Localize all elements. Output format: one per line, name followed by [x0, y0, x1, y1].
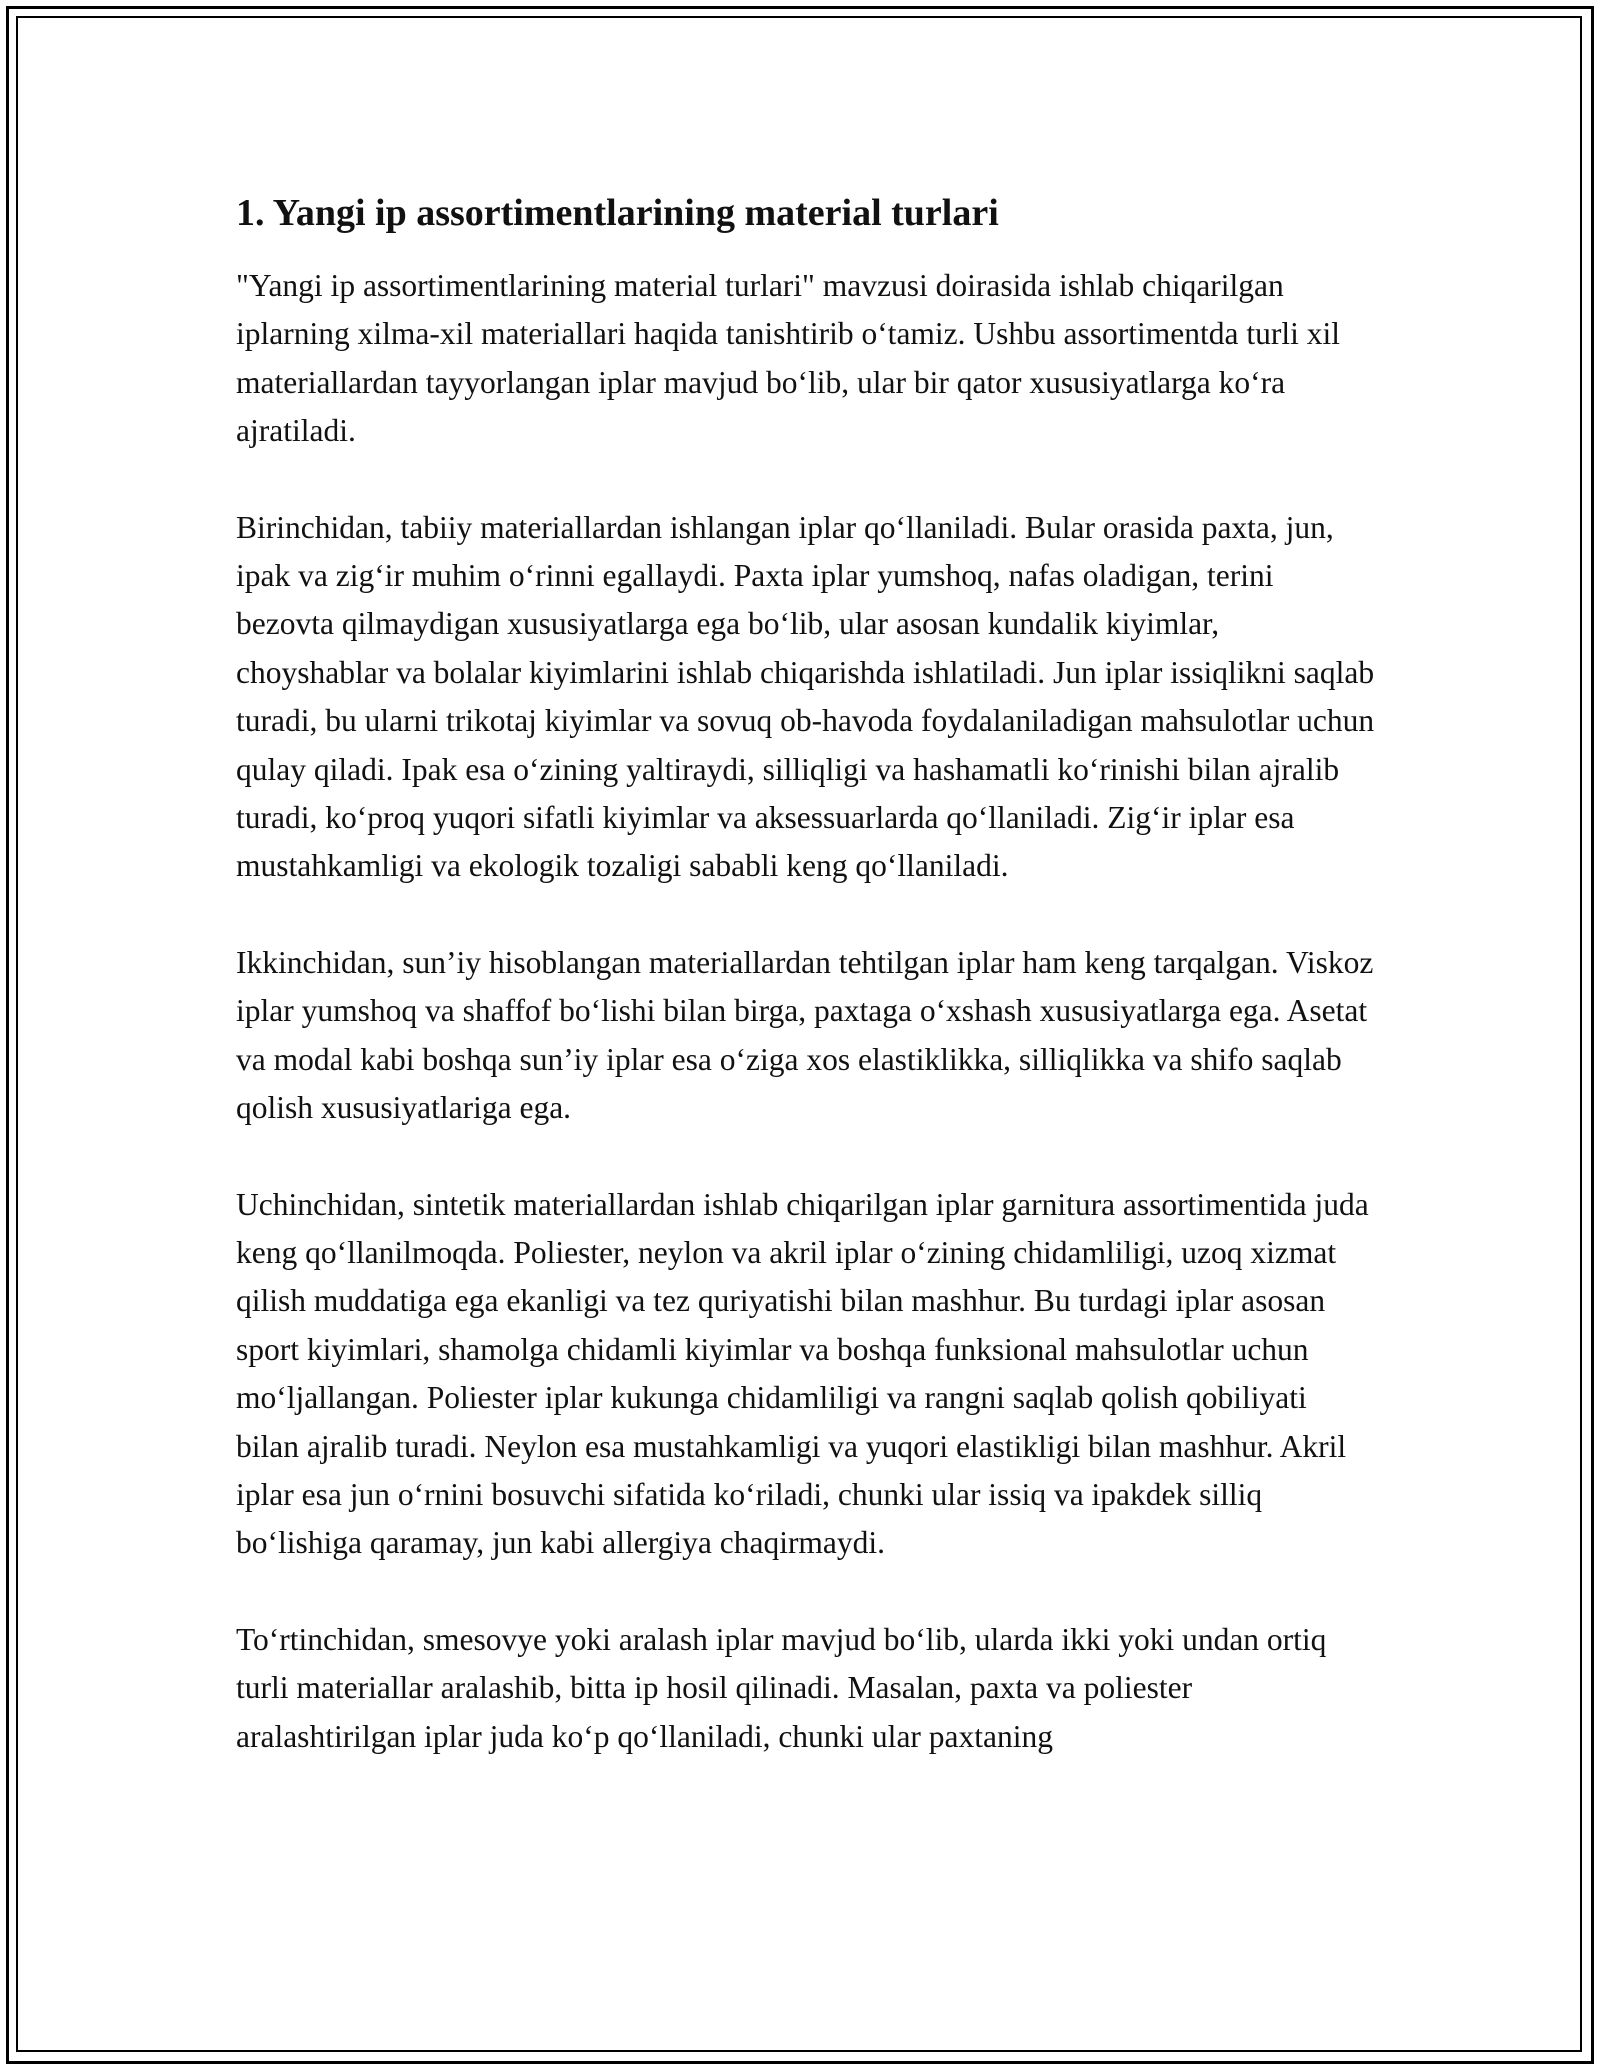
paragraph-synthetic-materials: Uchinchidan, sintetik materiallardan ishlab chiqarilgan iplar garnitura assortimentida juda keng qo‘llanilmoqda. Poliester, neylon va akril iplar o‘zining chidamliligi, uzoq xizmat qilish muddatiga ega ekanligi va tez quriyatishi bilan mashhur. Bu turdagi iplar asosan sport kiyimlari, shamolga chidamli kiyimlar va boshqa funksional mahsulotlar uchun mo‘ljallangan. Poliester iplar kukunga chidamliligi va rangni saqlab qolish qobiliyati bilan ajralib turadi. Neylon esa mustahkamligi va yuqori elastikligi bilan mashhur. Akril iplar esa jun o‘rnini bosuvchi sifatida ko‘riladi, chunki ular issiq va ipakdek silliq bo‘lishiga qaramay, jun kabi allergiya chaqirmaydi.	[236, 1186, 1369, 1561]
paragraph-natural-materials: Birinchidan, tabiiy materiallardan ishlangan iplar qo‘llaniladi. Bular orasida paxta, jun, ipak va zig‘ir muhim o‘rinni egallaydi. Paxta iplar yumshoq, nafas oladigan, terini bezovta qilmaydigan xususiyatlarga ega bo‘lib, ular asosan kundalik kiyimlar, choyshablar va bolalar kiyimlarini ishlab chiqarishda ishlatiladi. Jun iplar issiqlikni saqlab turadi, bu ularni trikotaj kiyimlar va sovuq ob-havoda foydalaniladigan mahsulotlar uchun qulay qiladi. Ipak esa o‘zining yaltiraydi, silliqligi va hashamatli ko‘rinishi bilan ajralib turadi, ko‘proq yuqori sifatli kiyimlar va aksessuarlarda qo‘llaniladi. Zig‘ir iplar esa mustahkamligi va ekologik tozaligi sababli keng qo‘llaniladi.	[236, 509, 1375, 884]
section-heading: 1. Yangi ip assortimentlarining material turlari	[236, 192, 999, 234]
paragraph-intro: "Yangi ip assortimentlarining material turlari" mavzusi doirasida ishlab chiqarilgan iplarning xilma-xil materiallari haqida tanishtirib o‘tamiz. Ushbu assortimentda turli xil materiallardan tayyorlangan iplar mavjud bo‘lib, ular bir qator xususiyatlarga ko‘ra ajratiladi.	[236, 268, 1340, 449]
document-body	[236, 188, 1376, 1809]
paragraph-blended-materials: To‘rtinchidan, smesovye yoki aralash iplar mavjud bo‘lib, ularda ikki yoki undan ortiq turli materiallar aralashib, bitta ip hosil qilinadi. Masalan, paxta va poliester aralashtirilgan iplar juda ko‘p qo‘llaniladi, chunki ular paxtaning	[236, 1621, 1327, 1754]
paragraph-artificial-materials: Ikkinchidan, sun’iy hisoblangan materiallardan tehtilgan iplar ham keng tarqalgan. Viskoz iplar yumshoq va shaffof bo‘lishi bilan birga, paxtaga o‘xshash xususiyatlarga ega. Asetat va modal kabi boshqa sun’iy iplar esa o‘ziga xos elastiklikka, silliqlikka va shifo saqlab qolish xususiyatlariga ega.	[236, 944, 1374, 1126]
